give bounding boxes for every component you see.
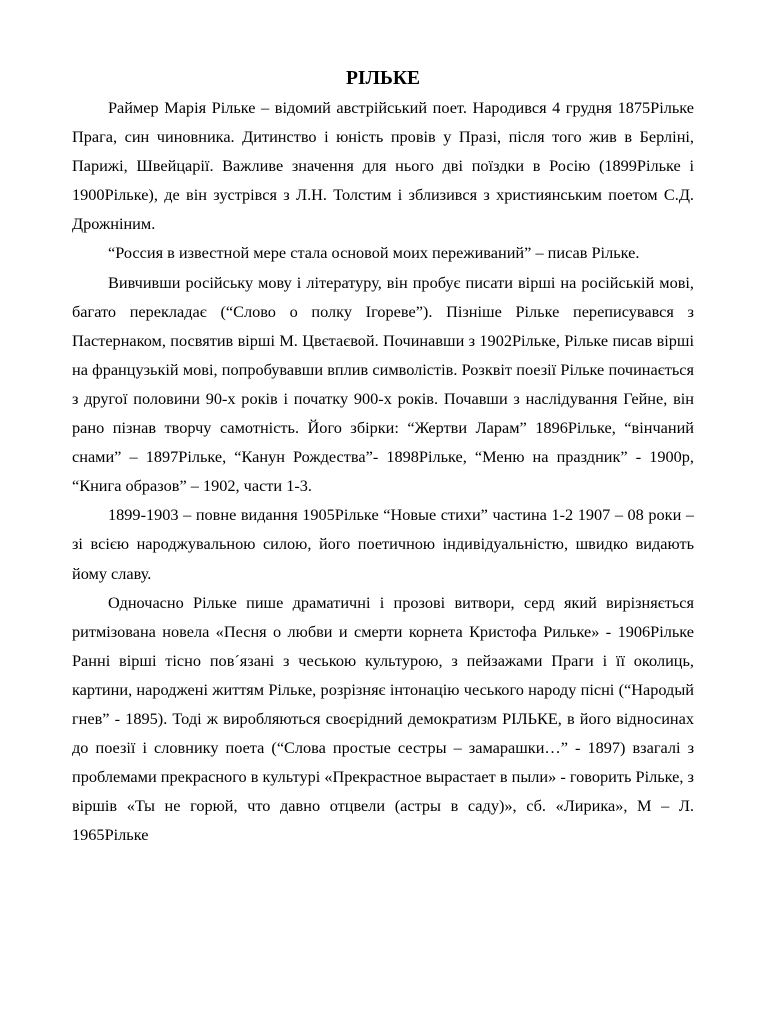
paragraph-new-poems: 1899-1903 – повне видання 1905Рільке “Новые стихи” частина 1-2 1907 – 08 роки – зі всією народжувальною силою, його поетичною індивідуальністю, швидко видають йому славу.	[72, 505, 694, 583]
paragraph-biography: Раймер Марія Рільке – відомий австрійський поет. Народився 4 грудня 1875Рільке Прага, син чиновника. Дитинство і юність провів у Празі, після того жив в Берліні, Парижі, Швейцарії. Важливе значення для нього дві поїздки в Росію (1899Рільке і 1900Рільке), де він зустрівся з Л.Н. Толстим і зблизився з християнським поетом С.Д. Дрожніним.	[72, 98, 694, 234]
paragraph-russian-period: Вивчивши російську мову і літературу, він пробує писати вірші на російській мові, багато перекладає (“Слово о полку Ігореве”). Пізніше Рільке переписувався з Пастернаком, посвятив вірші М. Цвєтаєвой. Починавши з 1902Рільке, Рільке писав вірші на французькій мові, попробувавши вплив символістів. Розквіт поезії Рільке починається з другої половини 90-х років і початку 900-х років. Почавши з наслідування Гейне, він рано пізнав творчу самотність. Його збірки: “Жертви Ларам” 1896Рільке, “вінчаний снами” – 1897Рільке, “Канун Рождества”- 1898Рільке, “Меню на праздник” - 1900р, “Книга образов” – 1902, части 1-3.	[72, 272, 694, 496]
paragraph-prose-works: Одночасно Рільке пише драматичні і прозові витвори, серд який вирізняється ритмізована новела «Песня о любви и смерти корнета Кристофа Рильке» - 1906Рільке Ранні вірші тісно пов´язані з чеською культурою, з пейзажами Праги і її околиць, картини, народжені життям Рільке, розрізняє інтонацію чеського народу пісні (“Народый гнев” - 1895). Тоді ж виробляються своєрідний демократизм РІЛЬКЕ, в його відносинах до поезії і словнику поета (“Слова простые сестры – замарашки…” - 1897) взагалі з проблемами прекрасного в культурі «Прекрастное вырастает в пыли» - говорить Рільке, з віршів «Ты не горюй, что давно отцвели (астры в саду)», сб. «Лирика», М – Л. 1965Рільке	[72, 592, 694, 845]
paragraph-quote: “Россия в известной мере стала основой моих переживаний” – писав Рільке.	[108, 243, 640, 263]
page-title: РІЛЬКЕ	[345, 68, 421, 89]
document-page	[72, 60, 694, 849]
